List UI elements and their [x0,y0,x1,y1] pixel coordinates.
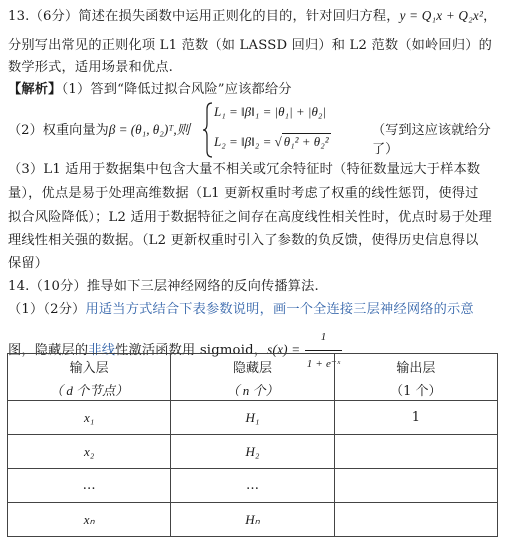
analysis-part3-line-3: 拟合风险降低）；L2 适用于数据特征之间存在高度线性相关性时，优点时易于处理 [8,210,492,225]
sigmoid-lhs: s(x) = [267,342,301,357]
subheader-output: （1 个） [334,378,497,401]
q14-line2-a: 图，隐藏层的 [8,343,89,358]
table-cell [334,503,497,537]
table-cell: H₁ [171,401,334,435]
q14-sub1-line-1 [8,300,500,320]
analysis-label: 【解析】 [8,82,62,97]
analysis-part3-line-2: 量），优点是易于处理高维数据（L1 更新权重时考虑了权重的线性惩罚，使得过 [8,186,479,201]
sigmoid-numerator: 1 [305,324,343,351]
table-cell: x₁ [8,401,171,435]
analysis-part3-line-4: 理线性相关强的数据。（L2 更新权重时引入了参数的负反馈，使得历史信息得以 [8,233,479,248]
q13-line-2: 分别写出常见的正则化项 L1 范数（如 LASSD 回归）和 L2 范数（如岭回归）的 [8,38,492,53]
header-hidden-layer: 隐藏层 [171,354,334,379]
subheader-input: （ d 个节点） [8,378,171,401]
table-header-row [8,354,498,379]
q14-sub1-prefix: （1）（2分） [8,302,86,317]
table-cell: H₂ [171,435,334,469]
q13-equation: y = Q₁x + Q₂x² [399,8,484,23]
l2-left: L₂ = ‖β‖₂ = [214,134,275,149]
q14-line2-b: 性激活函数用 sigmoid， [115,343,268,358]
table-cell: 1 [334,401,497,435]
table-row [8,469,498,503]
header-output-layer: 输出层 [334,354,497,379]
q14-sub1-blue: 用适当方式结合下表参数说明，画一个全连接三层神经网络的示意 [85,302,474,317]
table-cell [334,435,497,469]
q13-line-1 [8,6,500,27]
l2-root: θ₁² + θ₂² [283,134,329,149]
table-row [8,401,498,435]
subheader-hidden: （ n 个） [171,378,334,401]
table-row [8,435,498,469]
l2-norm-equation [214,133,331,150]
q13-equation-tail: ， [483,9,497,24]
part2-prefix-text: （2）权重向量为 [8,123,109,138]
table-row [8,503,498,537]
analysis-part2-note: （写到这应该就给分了） [372,123,491,157]
weight-vector: β = (θ₁, θ₂)ᵀ,则 [108,122,190,137]
analysis-part1-line [8,80,500,100]
analysis-part2-prefix [8,119,190,138]
header-input-layer: 输入层 [8,354,171,379]
left-brace-icon [203,102,213,158]
sigmoid-denominator: 1 + e⁻ˣ [306,358,341,370]
analysis-part2 [8,102,500,158]
network-parameter-table [7,353,498,537]
q13-prefix: 13.（6分）简述在损失函数中运用正则化的目的，针对回归方程， [8,9,400,24]
analysis-part3-line-5: 保留） [8,256,49,271]
analysis-part1: （1）答到“降低过拟合风险”应该都给分 [61,82,292,97]
analysis-part3-line-1: （3）L1 适用于数据集中包含大量不相关或冗余特征时（特征数量远大于样本数 [8,162,481,177]
table-cell: xₙ [8,503,171,537]
table-cell: … [8,469,171,503]
table-cell: Hₙ [171,503,334,537]
sqrt-icon: √ [274,134,282,149]
l1-norm-equation: L₁ = ‖β‖₁ = |θ₁| + |θ₂| [214,104,326,119]
q14-line2-blue: 非线 [88,343,116,358]
table-subheader-row [8,378,498,401]
table-cell: … [171,469,334,503]
q14-title: 14.（10分）推导如下三层神经网络的反向传播算法. [8,279,319,294]
table-cell: x₂ [8,435,171,469]
table-cell [334,469,497,503]
q13-line-3: 数学形式，适用场景和优点. [8,60,174,75]
